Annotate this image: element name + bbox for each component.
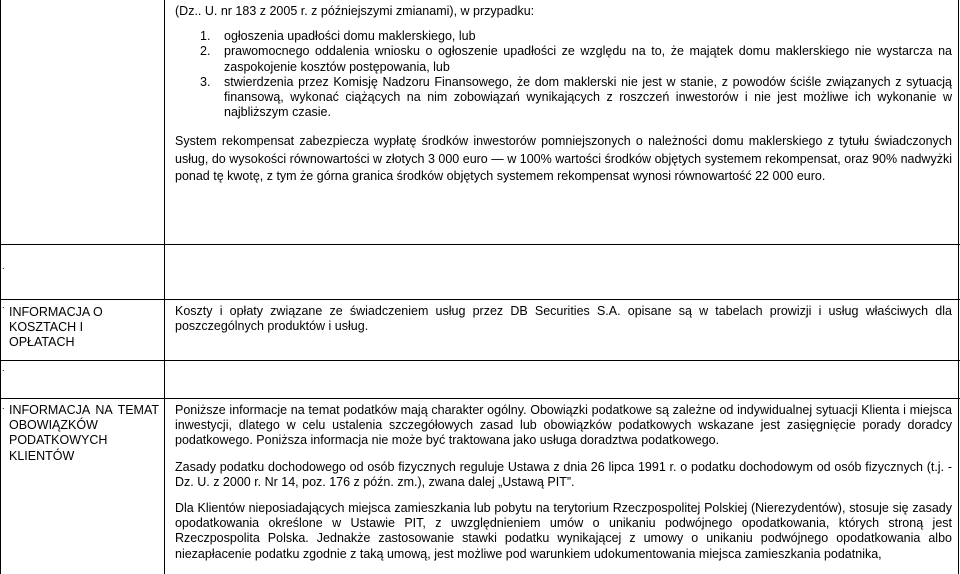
list-item-text: stwierdzenia przez Komisję Nadzoru Finansowego, że dom maklerski nie jest w stanie, z powodów ściśle związanych z sytuacją finansową, wykonać ciążących na nim zobowiązań wynikających z roszczeń inwestorów i nie jest możliwe ich wykonanie w najbliższym czasie. <box>224 74 952 120</box>
row-mark: . <box>2 261 5 271</box>
tax-paragraph: Poniższe informacje na temat podatków mają charakter ogólny. Obowiązki podatkowe są zależne od indywidualnej sytuacji Klienta i miejsca inwestycji, dlatego w celu ustalenia szczegółowych zasad lub obowiązków podatkowych wskazane jest zasięgnięcie porady doradcy podatkowego. Poniższa informacja nie może być traktowana jako usługa doradztwa podatkowego. <box>175 403 952 448</box>
list-number: 3. <box>200 74 211 89</box>
tax-label: INFORMACJA NA TEMAT OBOWIĄZKÓW PODATKOWYCH KLIENTÓW <box>9 403 159 463</box>
investor-compensation-section <box>175 4 952 186</box>
row-mark: . <box>2 363 5 373</box>
row-divider <box>0 244 960 245</box>
row-divider <box>0 398 960 399</box>
row-mark: . <box>2 300 5 310</box>
list-item-text: ogłoszenia upadłości domu maklerskiego, lub <box>224 29 476 44</box>
row-divider <box>0 360 960 361</box>
conditions-list <box>200 29 952 120</box>
list-number: 1. <box>200 29 211 44</box>
list-number: 2. <box>200 44 211 59</box>
list-item <box>200 44 952 74</box>
table-right-border <box>958 0 959 574</box>
row-mark: . <box>2 401 5 411</box>
tax-paragraph: Zasady podatku dochodowego od osób fizycznych reguluje Ustawa z dnia 26 lipca 1991 r. o podatku dochodowym od osób fizycznych (t.j. - Dz. U. z 2000 r. Nr 14, poz. 176 z późn. zm.), zwana dalej „Ustawą PIT”. <box>175 459 952 489</box>
list-item <box>200 29 952 44</box>
column-divider <box>164 0 165 574</box>
costs-label: INFORMACJA O KOSZTACH I OPŁATACH <box>9 305 103 350</box>
list-item <box>200 75 952 121</box>
row-divider <box>0 299 960 300</box>
costs-text: Koszty i opłaty związane ze świadczeniem usług przez DB Securities S.A. opisane są w tabelach prowizji i usług właściwych dla poszczególnych produktów i usług. <box>175 304 952 334</box>
intro-text: (Dz.. U. nr 183 z 2005 r. z późniejszymi zmianami), w przypadku: <box>175 4 535 18</box>
tax-section <box>175 403 952 562</box>
tax-paragraph: Dla Klientów nieposiadających miejsca zamieszkania lub pobytu na terytorium Rzeczpospolitej Polskiej (Nierezydentów), stosuje się zasady opodatkowania określone w Ustawie PIT, z uwzględnieniem umów o unikaniu podwójnego opodatkowania, których stroną jest Rzeczpospolita Polska. Jednakże zastosowanie stawki podatku wynikającej z umowy o unikaniu podwójnego opodatkowania albo niezapłacenie podatku zgodnie z taką umową, jest możliwe pod warunkiem udokumentowania miejsca zamieszkania podatnika, <box>175 501 952 561</box>
table-left-border <box>0 0 1 574</box>
list-item-text: prawomocnego oddalenia wniosku o ogłoszenie upadłości ze względu na to, że majątek domu maklerskiego nie wystarcza na zaspokojenie kosztów postępowania, lub <box>224 44 952 74</box>
compensation-paragraph: System rekompensat zabezpiecza wypłatę środków inwestorów pomniejszonych o należności domu maklerskiego z tytułu świadczonych usług, do wysokości równowartości w złotych 3 000 euro — w 100% wartości środków objętych systemem rekompensat, oraz 90% nadwyżki ponad tę kwotę, z tym że górna granica środków objętych systemem rekompensat wynosi równowartość 22 000 euro. <box>175 134 952 184</box>
